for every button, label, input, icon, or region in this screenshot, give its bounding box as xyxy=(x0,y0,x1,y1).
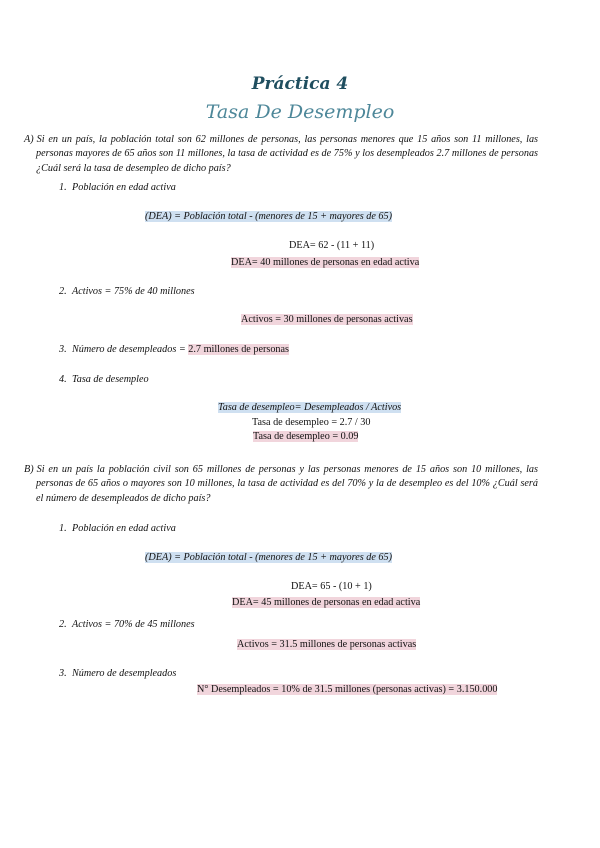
problem-a-step-2: 2. Activos = 75% de 40 millones xyxy=(59,286,195,297)
problem-a-activos-result: Activos = 30 millones de personas activas xyxy=(241,314,413,325)
problem-a-desempleados-value: 2.7 millones de personas xyxy=(188,344,290,355)
problem-b-activos-result: Activos = 31.5 millones de personas activas xyxy=(237,639,417,650)
problem-b-dea-result: DEA= 45 millones de personas en edad activa xyxy=(232,597,421,608)
problem-b-step-3: 3. Número de desempleados xyxy=(59,668,177,679)
problem-a-formula-dea: (DEA) = Población total - (menores de 15 + mayores de 65) xyxy=(145,211,392,222)
problem-b-formula-dea: (DEA) = Población total - (menores de 15 + mayores de 65) xyxy=(145,552,392,563)
problem-a-statement xyxy=(24,133,538,176)
problem-a-tasa-result: Tasa de desempleo = 0.09 xyxy=(253,431,359,442)
problem-b-step-2: 2. Activos = 70% de 45 millones xyxy=(59,619,195,630)
problem-a-text: Si en un país, la población total son 62 millones de personas, las personas menores que 15 años son 11 millones, las personas mayores de 65 años son 11 millones, la tasa de actividad es de 75% y los desempleados 2.7 millones de personas ¿Cuál será la tasa de desempleo de dicho país? xyxy=(36,134,538,174)
problem-b-statement xyxy=(24,463,538,506)
problem-b-label: B) xyxy=(24,464,34,475)
problem-b-dea-calc: DEA= 65 - (10 + 1) xyxy=(291,581,372,592)
problem-a-step-4: 4. Tasa de desempleo xyxy=(59,374,149,385)
page-subtitle: Tasa De Desempleo xyxy=(205,101,395,123)
problem-a-step-1: 1. Población en edad activa xyxy=(59,182,176,193)
page-title: Práctica 4 xyxy=(251,74,349,94)
problem-b-desempleados-result: N° Desempleados = 10% de 31.5 millones (personas activas) = 3.150.000 xyxy=(197,684,498,695)
problem-b-text: Si en un país la población civil son 65 millones de personas y las personas menores de 15 años son 10 millones, las personas de 65 años o mayores son 10 millones, la tasa de actividad es del 70% y la de desempleo es del 10% ¿Cuál será el número de desempleados de dicho país? xyxy=(36,464,538,504)
problem-a-dea-calc: DEA= 62 - (11 + 11) xyxy=(289,240,375,251)
problem-a-formula-tasa: Tasa de desempleo= Desempleados / Activos xyxy=(218,402,402,413)
problem-b-step-1: 1. Población en edad activa xyxy=(59,523,176,534)
problem-a-tasa-calc: Tasa de desempleo = 2.7 / 30 xyxy=(252,417,371,428)
problem-a-label: A) xyxy=(24,134,34,145)
problem-a-dea-result: DEA= 40 millones de personas en edad activa xyxy=(231,257,420,268)
problem-a-step-3: 3. Número de desempleados = 2.7 millones de personas xyxy=(59,344,290,355)
